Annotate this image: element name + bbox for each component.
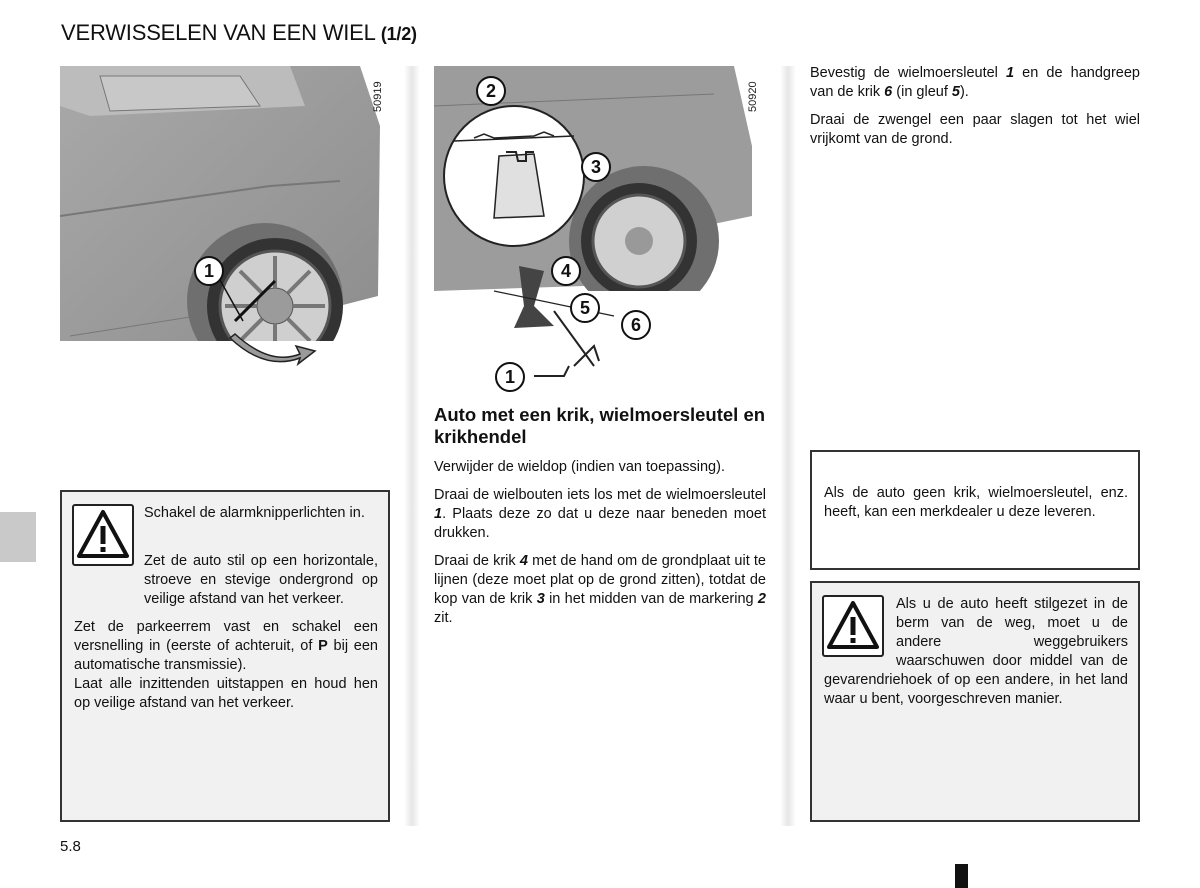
text-run: in het midden van de markering <box>544 591 758 607</box>
page-title <box>61 20 417 46</box>
text-run: Draai de krik <box>434 553 520 569</box>
text-run: ). <box>959 84 969 100</box>
warning-right-text: Als u de auto heeft stilgezet in de berm van de weg, moet u de andere weggebruikers waarschuwen door middel van de gevarendriehoek of op een andere, in het land waar u bent, voorgeschreven manier. <box>824 596 1128 707</box>
column-divider <box>404 66 420 826</box>
note-text: Als de auto geen krik, wielmoersleutel, enz. heeft, kan een merkdealer u deze leveren. <box>824 485 1128 520</box>
ref-6: 6 <box>884 84 893 100</box>
column-right <box>810 64 1140 158</box>
text-run: Bevestig de wielmoersleutel <box>810 65 1006 81</box>
callout-1b: 1 <box>495 362 525 392</box>
paragraph: Verwijder de wieldop (indien van toepassing). <box>434 459 725 475</box>
warning-p3 <box>74 618 378 675</box>
ref-5: 5 <box>951 84 960 100</box>
ref-4: 4 <box>519 553 528 569</box>
warning-p4: Laat alle inzittenden uitstappen en houd hen op veilige afstand van het verkeer. <box>74 676 378 711</box>
text-run: . Plaats deze zo dat u deze naar beneden moet drukken. <box>434 506 766 541</box>
car-wheel-illustration <box>60 66 390 368</box>
callout-6: 6 <box>621 310 651 340</box>
warning-box-right <box>810 581 1140 822</box>
figure-car-wheel <box>60 66 390 368</box>
callout-2: 2 <box>476 76 506 106</box>
ref-3: 3 <box>536 591 545 607</box>
figure-jack <box>434 66 780 396</box>
text-run: met de hand om de grondplaat uit te lijnen (deze moet plat op de grond zitten), totdat de kop van de krik <box>434 553 766 607</box>
page-number: 5.8 <box>60 838 81 855</box>
paragraph <box>434 486 766 543</box>
paragraph <box>434 552 766 628</box>
figure-code: 50920 <box>747 81 759 112</box>
ref-1: 1 <box>434 506 443 522</box>
ref-2: 2 <box>757 591 766 607</box>
text-run: en de handgreep van de krik <box>810 65 1140 100</box>
thumb-marker <box>955 864 968 888</box>
chapter-tab <box>0 512 36 562</box>
section-heading: Auto met een krik, wielmoersleutel en krikhendel <box>434 404 766 447</box>
warning-box-left <box>60 490 390 822</box>
text-run: (in gleuf <box>892 84 952 100</box>
text-run: Draai de wielbouten iets los met de wielmoersleutel <box>434 487 766 503</box>
warning-p1: Schakel de alarmknipperlichten in. <box>144 505 365 521</box>
callout-1: 1 <box>194 256 224 286</box>
warning-right-text-wrap <box>824 595 1128 718</box>
icon-spacer <box>824 595 896 671</box>
note-box <box>810 450 1140 570</box>
paragraph: Draai de zwengel een paar slagen tot het wiel vrijkomt van de grond. <box>810 112 1140 147</box>
text-run: zit. <box>434 610 453 626</box>
warning-text-top <box>144 504 378 532</box>
column-divider <box>780 66 796 826</box>
page-title-text: VERWISSELEN VAN EEN WIEL <box>61 20 375 45</box>
figure-code: 50919 <box>372 81 384 112</box>
callout-4: 4 <box>551 256 581 286</box>
warning-p3-a: Zet de parkeerrem vast en schakel een versnelling in (eerste of achteruit, of <box>74 619 378 654</box>
warning-text-body <box>74 552 378 722</box>
page-title-suffix: (1/2) <box>380 24 417 44</box>
callout-3: 3 <box>581 152 611 182</box>
column-middle <box>434 404 766 637</box>
warning-p2: Zet de auto stil op een horizontale, stroeve en stevige ondergrond op veilige afstand van het verkeer. <box>144 553 378 607</box>
ref-1: 1 <box>1006 65 1015 81</box>
paragraph <box>810 64 1140 102</box>
jack-illustration <box>434 66 780 396</box>
warning-p3-c: bij een automatische transmissie). <box>74 638 378 673</box>
callout-5: 5 <box>570 293 600 323</box>
warning-p3-bold: P <box>318 638 328 654</box>
